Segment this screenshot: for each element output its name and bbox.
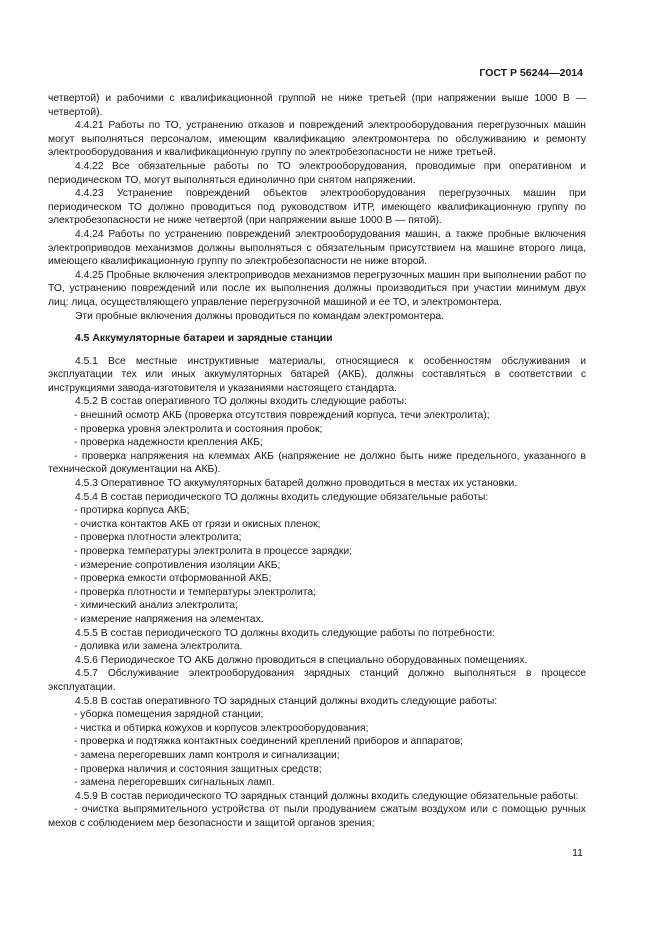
list-item: - доливка или замена электролита. xyxy=(74,641,243,653)
list-item: - уборка помещения зарядной станции; xyxy=(74,709,264,721)
list-item: - проверка уровня электролита и состояния пробок; xyxy=(74,423,323,435)
document-body xyxy=(48,92,586,830)
list-item: - чистка и обтирка кожухов и корпусов электрооборудования; xyxy=(74,722,369,734)
section-heading: 4.5 Аккумуляторные батареи и зарядные станции xyxy=(75,333,333,345)
list-item: - замена перегоревших ламп контроля и сигнализации; xyxy=(74,749,340,761)
paragraph: 4.5.4 В состав периодического ТО должны входить следующие обязательные работы: xyxy=(75,491,489,503)
list-item: - измерение сопротивления изоляции АКБ; xyxy=(74,559,281,571)
paragraph-continuation: четвертой) и рабочими с квалификационной группой не ниже третьей (при напряжении выше 1000 В — четвертой). xyxy=(48,93,586,118)
paragraph: 4.4.23 Устранение повреждений объектов электрооборудования перегрузочных машин при периодическом ТО должно проводиться под руководством ИТР, имеющего квалификационную группу по электробезопасности не ниже четвертой (при напряжении выше 1000 В — пятой). xyxy=(48,188,586,227)
paragraph: 4.5.8 В состав оперативного ТО зарядных станций должны входить следующие работы: xyxy=(75,695,498,707)
list-item: - проверка и подтяжка контактных соединений креплений приборов и аппаратов; xyxy=(74,736,464,748)
paragraph: 4.5.6 Периодическое ТО АКБ должно проводиться в специально оборудованных помещениях. xyxy=(75,654,528,666)
list-item: - проверка температуры электролита в процессе зарядки; xyxy=(74,546,353,557)
paragraph: Эти пробные включения должны проводиться по командам электромонтера. xyxy=(75,310,444,322)
paragraph: 4.5.9 В состав периодического ТО зарядных станций должны входить следующие обязательные работы: xyxy=(75,790,579,802)
list-item: - проверка напряжения на клеммах АКБ (напряжение не должно быть ниже предельного, указанного в технической документации на АКБ). xyxy=(48,450,586,476)
list-item: - измерение напряжения на элементах. xyxy=(74,613,264,625)
paragraph: 4.5.3 Оперативное ТО аккумуляторных батарей должно проводиться в местах их установки. xyxy=(75,478,518,490)
page-number: 11 xyxy=(572,847,583,859)
list-item: - очистка выпрямительного устройства от пыли продуванием сжатым воздухом или с помощью ручных мехов с соблюдением мер безопасности и защитой органов зрения; xyxy=(48,804,586,829)
paragraph: 4.5.5 В состав периодического ТО должны входить следующие работы по потребности: xyxy=(75,627,496,639)
list-item: - проверка плотности и температуры электролита; xyxy=(74,586,316,598)
paragraph: 4.5.1 Все местные инструктивные материалы, относящиеся к особенностям обслуживания и эксплуатации тех или иных аккумуляторных батарей (АКБ), должны составляться в соответствии с инструкциями завода-изготовителя и указаниями настоящего стандарта. xyxy=(48,355,586,394)
paragraph: 4.4.25 Пробные включения электроприводов механизмов перегрузочных машин при выполнении работ по ТО, устранению повреждений или после их выполнения должны производиться при участии минимум двух лиц: лица, осуществляющего управление перегрузочной машиной и ее ТО, и электромонтера. xyxy=(48,269,586,308)
list-item: - внешний осмотр АКБ (проверка отсутствия повреждений корпуса, течи электролита); xyxy=(74,410,490,422)
paragraph: 4.5.7 Обслуживание электрооборудования зарядных станций должно выполняться в процессе эксплуатации. xyxy=(48,668,586,693)
paragraph: 4.4.22 Все обязательные работы по ТО электрооборудования, проводимые при оперативном и периодическом ТО, могут выполняться единолично при снятом напряжении. xyxy=(48,160,586,186)
list-item: - протирка корпуса АКБ; xyxy=(74,505,190,517)
list-item: - проверка емкости отформованной АКБ; xyxy=(74,573,272,585)
list-item: - химический анализ электролита; xyxy=(74,600,238,612)
list-item: - замена перегоревших сигнальных ламп. xyxy=(74,777,275,789)
list-item: - проверка наличия и состояния защитных средств; xyxy=(74,763,322,775)
list-item: - проверка плотности электролита; xyxy=(74,532,242,544)
list-item: - очистка контактов АКБ от грязи и окисных пленок; xyxy=(74,518,321,530)
document-header-id: ГОСТ Р 56244—2014 xyxy=(479,67,583,79)
paragraph: 4.5.2 В состав оперативного ТО должны входить следующие работы: xyxy=(75,396,407,408)
paragraph: 4.4.24 Работы по устранению повреждений электрооборудования машин, а также пробные включения электроприводов механизмов должны выполняться с обязательным присутствием на машине второго лица, имеющего квалификационную группу по электробезопасности не ниже второй. xyxy=(48,228,586,268)
list-item: - проверка надежности крепления АКБ; xyxy=(74,437,263,449)
paragraph: 4.4.21 Работы по ТО, устранению отказов и повреждений электрооборудования перегрузочных машин могут выполняться персоналом, имеющим квалификацию электромонтера по обслуживанию и ремонту электрооборудования и квалификационную группу по электробезопасности не ниже третьей. xyxy=(48,120,586,159)
